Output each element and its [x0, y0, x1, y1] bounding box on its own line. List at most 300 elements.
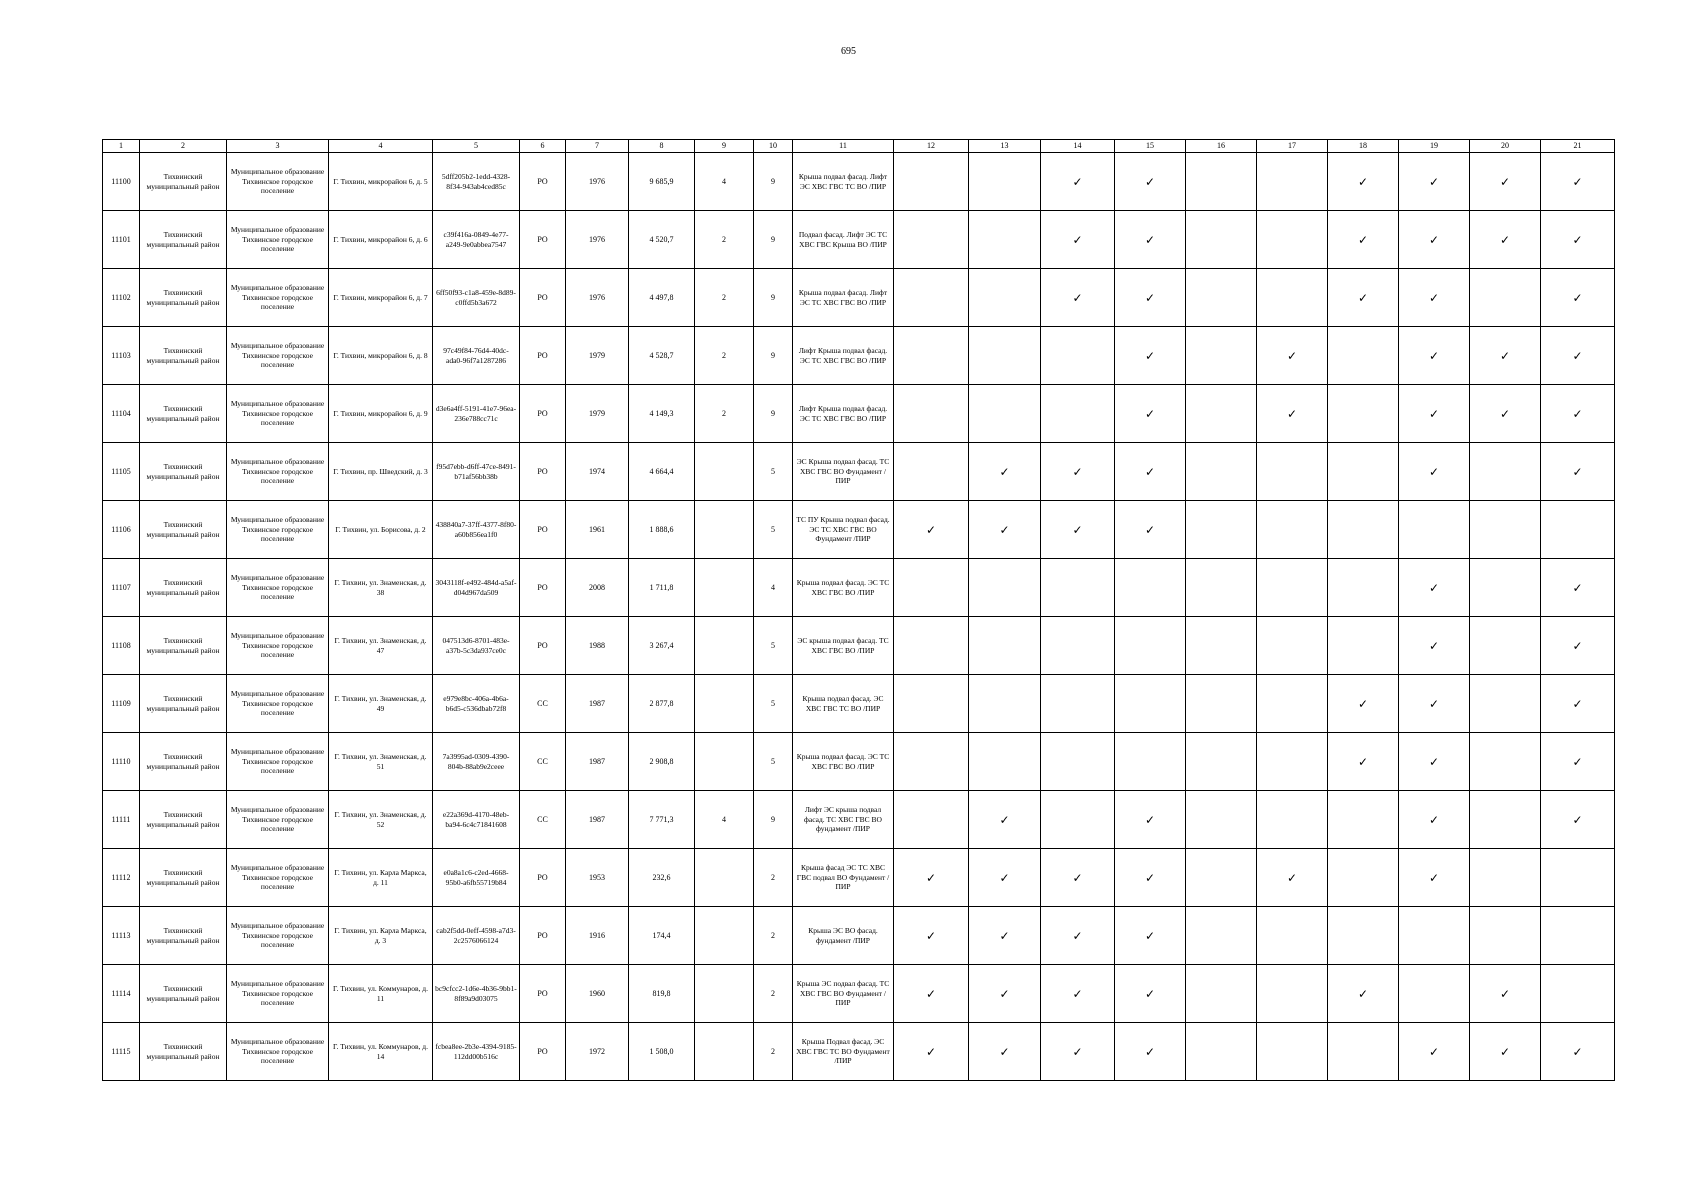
check-cell-col-16: [1186, 385, 1257, 443]
district-cell: Тихвинский муниципальный район: [140, 617, 227, 675]
check-cell-col-16: [1186, 791, 1257, 849]
column-number-8: 8: [629, 140, 695, 153]
year-cell: 1953: [566, 849, 629, 907]
year-cell: 1972: [566, 1023, 629, 1081]
entrances-cell: [695, 733, 754, 791]
column-number-row: [103, 140, 1615, 153]
check-cell-col-18: [1328, 1023, 1399, 1081]
fund-cell: РО: [520, 849, 566, 907]
address-cell: Г. Тихвин, пр. Шведский, д. 3: [329, 443, 433, 501]
check-cell-col-21: [1541, 907, 1615, 965]
guid-cell: 5dff205b2-1edd-4328-8f34-943ab4ced85c: [433, 153, 520, 211]
check-cell-col-19: ✓: [1399, 443, 1470, 501]
table-row: [103, 385, 1615, 443]
entrances-cell: 2: [695, 211, 754, 269]
table-row: [103, 211, 1615, 269]
check-cell-col-12: ✓: [894, 907, 969, 965]
district-cell: Тихвинский муниципальный район: [140, 675, 227, 733]
settlement-cell: Муниципальное образование Тихвинское городское поселение: [227, 327, 329, 385]
column-number-19: 19: [1399, 140, 1470, 153]
column-number-14: 14: [1041, 140, 1115, 153]
district-cell: Тихвинский муниципальный район: [140, 559, 227, 617]
year-cell: 1987: [566, 791, 629, 849]
column-number-20: 20: [1470, 140, 1541, 153]
check-cell-col-18: ✓: [1328, 153, 1399, 211]
fund-cell: РО: [520, 907, 566, 965]
row-number: 11109: [103, 675, 140, 733]
check-cell-col-14: ✓: [1041, 443, 1115, 501]
check-cell-col-13: [969, 269, 1041, 327]
table-row: [103, 153, 1615, 211]
area-cell: 4 664,4: [629, 443, 695, 501]
works-cell: Крыша ЭС ВО фасад. фундамент /ПИР: [793, 907, 894, 965]
year-cell: 1976: [566, 211, 629, 269]
check-cell-col-17: [1257, 1023, 1328, 1081]
row-number: 11111: [103, 791, 140, 849]
page-number: 695: [841, 46, 856, 57]
check-cell-col-13: [969, 211, 1041, 269]
check-cell-col-17: [1257, 617, 1328, 675]
check-cell-col-21: ✓: [1541, 559, 1615, 617]
guid-cell: c39f416a-0849-4e77-a249-9e0abbea7547: [433, 211, 520, 269]
entrances-cell: 2: [695, 269, 754, 327]
check-cell-col-13: [969, 733, 1041, 791]
fund-cell: РО: [520, 501, 566, 559]
check-cell-col-21: ✓: [1541, 443, 1615, 501]
check-cell-col-21: ✓: [1541, 617, 1615, 675]
fund-cell: РО: [520, 211, 566, 269]
check-cell-col-14: [1041, 559, 1115, 617]
floors-cell: 5: [754, 675, 793, 733]
check-cell-col-20: ✓: [1470, 1023, 1541, 1081]
district-cell: Тихвинский муниципальный район: [140, 733, 227, 791]
district-cell: Тихвинский муниципальный район: [140, 385, 227, 443]
check-cell-col-15: ✓: [1115, 269, 1186, 327]
check-cell-col-21: [1541, 849, 1615, 907]
column-number-12: 12: [894, 140, 969, 153]
settlement-cell: Муниципальное образование Тихвинское городское поселение: [227, 849, 329, 907]
floors-cell: 9: [754, 269, 793, 327]
check-cell-col-12: [894, 385, 969, 443]
settlement-cell: Муниципальное образование Тихвинское городское поселение: [227, 791, 329, 849]
guid-cell: cab2f5dd-0eff-4598-a7d3-2c2576066124: [433, 907, 520, 965]
check-cell-col-19: ✓: [1399, 733, 1470, 791]
guid-cell: 047513d6-8701-483e-a37b-5c3da937ce0c: [433, 617, 520, 675]
check-cell-col-18: [1328, 791, 1399, 849]
check-cell-col-19: ✓: [1399, 385, 1470, 443]
works-cell: Крыша подвал фасад. Лифт ЭС ХВС ГВС ТС ВО /ПИР: [793, 153, 894, 211]
fund-cell: РО: [520, 385, 566, 443]
check-cell-col-20: ✓: [1470, 153, 1541, 211]
works-cell: Лифт Крыша подвал фасад. ЭС ТС ХВС ГВС ВО /ПИР: [793, 327, 894, 385]
floors-cell: 2: [754, 849, 793, 907]
table-row: [103, 849, 1615, 907]
check-cell-col-15: ✓: [1115, 1023, 1186, 1081]
year-cell: 1987: [566, 733, 629, 791]
check-cell-col-20: [1470, 733, 1541, 791]
works-cell: Подвал фасад. Лифт ЭС ТС ХВС ГВС Крыша ВО /ПИР: [793, 211, 894, 269]
check-cell-col-21: ✓: [1541, 269, 1615, 327]
guid-cell: 3043118f-e492-484d-a5af-d04d967da509: [433, 559, 520, 617]
entrances-cell: 4: [695, 153, 754, 211]
entrances-cell: 4: [695, 791, 754, 849]
check-cell-col-17: ✓: [1257, 849, 1328, 907]
address-cell: Г. Тихвин, микрорайон 6, д. 7: [329, 269, 433, 327]
works-cell: ЭС Крыша подвал фасад. ТС ХВС ГВС ВО Фундамент /ПИР: [793, 443, 894, 501]
table-row: [103, 269, 1615, 327]
check-cell-col-14: ✓: [1041, 965, 1115, 1023]
district-cell: Тихвинский муниципальный район: [140, 965, 227, 1023]
area-cell: 174,4: [629, 907, 695, 965]
floors-cell: 5: [754, 443, 793, 501]
settlement-cell: Муниципальное образование Тихвинское городское поселение: [227, 153, 329, 211]
check-cell-col-13: [969, 617, 1041, 675]
area-cell: 9 685,9: [629, 153, 695, 211]
check-cell-col-20: [1470, 559, 1541, 617]
check-cell-col-19: ✓: [1399, 675, 1470, 733]
table-row: [103, 675, 1615, 733]
check-cell-col-21: ✓: [1541, 153, 1615, 211]
check-cell-col-17: [1257, 965, 1328, 1023]
check-cell-col-15: ✓: [1115, 211, 1186, 269]
check-cell-col-15: ✓: [1115, 907, 1186, 965]
address-cell: Г. Тихвин, ул. Знаменская, д. 38: [329, 559, 433, 617]
floors-cell: 2: [754, 907, 793, 965]
address-cell: Г. Тихвин, ул. Борисова, д. 2: [329, 501, 433, 559]
district-cell: Тихвинский муниципальный район: [140, 153, 227, 211]
fund-cell: СС: [520, 733, 566, 791]
check-cell-col-12: [894, 443, 969, 501]
check-cell-col-17: ✓: [1257, 385, 1328, 443]
column-number-7: 7: [566, 140, 629, 153]
works-cell: Крыша Подвал фасад. ЭС ХВС ГВС ТС ВО Фундамент /ПИР: [793, 1023, 894, 1081]
check-cell-col-20: ✓: [1470, 965, 1541, 1023]
address-cell: Г. Тихвин, ул. Знаменская, д. 47: [329, 617, 433, 675]
table-row: [103, 965, 1615, 1023]
check-cell-col-12: ✓: [894, 501, 969, 559]
column-number-5: 5: [433, 140, 520, 153]
check-cell-col-20: [1470, 849, 1541, 907]
check-cell-col-18: ✓: [1328, 675, 1399, 733]
check-cell-col-16: [1186, 153, 1257, 211]
check-cell-col-16: [1186, 617, 1257, 675]
district-cell: Тихвинский муниципальный район: [140, 501, 227, 559]
settlement-cell: Муниципальное образование Тихвинское городское поселение: [227, 1023, 329, 1081]
check-cell-col-12: [894, 327, 969, 385]
check-cell-col-18: [1328, 849, 1399, 907]
check-cell-col-18: ✓: [1328, 269, 1399, 327]
check-cell-col-14: [1041, 617, 1115, 675]
check-cell-col-16: [1186, 211, 1257, 269]
check-cell-col-12: [894, 153, 969, 211]
check-cell-col-13: [969, 385, 1041, 443]
area-cell: 4 149,3: [629, 385, 695, 443]
check-cell-col-14: [1041, 385, 1115, 443]
floors-cell: 9: [754, 211, 793, 269]
check-cell-col-19: [1399, 907, 1470, 965]
check-cell-col-13: ✓: [969, 501, 1041, 559]
check-cell-col-20: [1470, 617, 1541, 675]
column-number-21: 21: [1541, 140, 1615, 153]
check-cell-col-17: [1257, 733, 1328, 791]
area-cell: 819,8: [629, 965, 695, 1023]
entrances-cell: 2: [695, 327, 754, 385]
address-cell: Г. Тихвин, микрорайон 6, д. 8: [329, 327, 433, 385]
district-cell: Тихвинский муниципальный район: [140, 327, 227, 385]
check-cell-col-13: ✓: [969, 1023, 1041, 1081]
fund-cell: РО: [520, 327, 566, 385]
row-number: 11106: [103, 501, 140, 559]
check-cell-col-16: [1186, 443, 1257, 501]
guid-cell: f95d7ebb-d6ff-47ce-8491-b71af56bb38b: [433, 443, 520, 501]
check-cell-col-17: [1257, 153, 1328, 211]
year-cell: 1979: [566, 385, 629, 443]
check-cell-col-16: [1186, 907, 1257, 965]
entrances-cell: [695, 501, 754, 559]
check-cell-col-12: ✓: [894, 849, 969, 907]
settlement-cell: Муниципальное образование Тихвинское городское поселение: [227, 501, 329, 559]
check-cell-col-15: ✓: [1115, 443, 1186, 501]
area-cell: 2 877,8: [629, 675, 695, 733]
district-cell: Тихвинский муниципальный район: [140, 791, 227, 849]
area-cell: 3 267,4: [629, 617, 695, 675]
guid-cell: e0a8a1c6-c2ed-4668-95b0-a6fb55719b84: [433, 849, 520, 907]
check-cell-col-14: ✓: [1041, 849, 1115, 907]
year-cell: 1988: [566, 617, 629, 675]
guid-cell: e22a369d-4170-48eb-ba94-6c4c71841608: [433, 791, 520, 849]
check-cell-col-13: ✓: [969, 907, 1041, 965]
column-number-16: 16: [1186, 140, 1257, 153]
check-cell-col-15: ✓: [1115, 501, 1186, 559]
year-cell: 1961: [566, 501, 629, 559]
year-cell: 1916: [566, 907, 629, 965]
area-cell: 4 528,7: [629, 327, 695, 385]
check-cell-col-21: ✓: [1541, 327, 1615, 385]
column-number-4: 4: [329, 140, 433, 153]
year-cell: 1976: [566, 269, 629, 327]
address-cell: Г. Тихвин, микрорайон 6, д. 9: [329, 385, 433, 443]
row-number: 11104: [103, 385, 140, 443]
fund-cell: РО: [520, 965, 566, 1023]
address-cell: Г. Тихвин, микрорайон 6, д. 6: [329, 211, 433, 269]
check-cell-col-12: [894, 617, 969, 675]
check-cell-col-17: [1257, 791, 1328, 849]
area-cell: 1 711,8: [629, 559, 695, 617]
year-cell: 1976: [566, 153, 629, 211]
check-cell-col-17: [1257, 443, 1328, 501]
check-cell-col-12: ✓: [894, 965, 969, 1023]
entrances-cell: [695, 559, 754, 617]
check-cell-col-21: ✓: [1541, 211, 1615, 269]
check-cell-col-13: [969, 675, 1041, 733]
entrances-cell: [695, 849, 754, 907]
floors-cell: 5: [754, 733, 793, 791]
check-cell-col-21: [1541, 501, 1615, 559]
floors-cell: 9: [754, 153, 793, 211]
works-cell: Крыша подвал фасад. ЭС ТС ХВС ГВС ВО /ПИР: [793, 559, 894, 617]
check-cell-col-20: ✓: [1470, 385, 1541, 443]
table-row: [103, 559, 1615, 617]
check-cell-col-20: [1470, 443, 1541, 501]
address-cell: Г. Тихвин, ул. Карла Маркса, д. 3: [329, 907, 433, 965]
entrances-cell: [695, 907, 754, 965]
check-cell-col-18: [1328, 501, 1399, 559]
table-row: [103, 791, 1615, 849]
floors-cell: 9: [754, 385, 793, 443]
floors-cell: 5: [754, 617, 793, 675]
area-cell: 1 508,0: [629, 1023, 695, 1081]
check-cell-col-14: ✓: [1041, 269, 1115, 327]
fund-cell: РО: [520, 443, 566, 501]
guid-cell: e979e8bc-406a-4b6a-b6d5-c536dbab72f8: [433, 675, 520, 733]
guid-cell: fcbea8ee-2b3e-4394-9185-112dd00b516c: [433, 1023, 520, 1081]
check-cell-col-19: ✓: [1399, 153, 1470, 211]
table-row: [103, 327, 1615, 385]
check-cell-col-19: ✓: [1399, 1023, 1470, 1081]
column-number-15: 15: [1115, 140, 1186, 153]
check-cell-col-19: ✓: [1399, 327, 1470, 385]
fund-cell: РО: [520, 617, 566, 675]
table-row: [103, 733, 1615, 791]
check-cell-col-15: ✓: [1115, 327, 1186, 385]
check-cell-col-12: [894, 791, 969, 849]
table-row: [103, 1023, 1615, 1081]
fund-cell: СС: [520, 791, 566, 849]
register-table: [102, 139, 1615, 1081]
settlement-cell: Муниципальное образование Тихвинское городское поселение: [227, 733, 329, 791]
check-cell-col-21: ✓: [1541, 675, 1615, 733]
settlement-cell: Муниципальное образование Тихвинское городское поселение: [227, 211, 329, 269]
works-cell: Крыша ЭС подвал фасад. ТС ХВС ГВС ВО Фундамент /ПИР: [793, 965, 894, 1023]
guid-cell: 438840a7-37ff-4377-8f80-a60b856ea1f0: [433, 501, 520, 559]
row-number: 11113: [103, 907, 140, 965]
column-number-9: 9: [695, 140, 754, 153]
check-cell-col-17: ✓: [1257, 327, 1328, 385]
check-cell-col-18: [1328, 617, 1399, 675]
check-cell-col-13: ✓: [969, 849, 1041, 907]
column-number-2: 2: [140, 140, 227, 153]
check-cell-col-20: [1470, 907, 1541, 965]
settlement-cell: Муниципальное образование Тихвинское городское поселение: [227, 443, 329, 501]
row-number: 11102: [103, 269, 140, 327]
check-cell-col-19: [1399, 965, 1470, 1023]
address-cell: Г. Тихвин, ул. Знаменская, д. 51: [329, 733, 433, 791]
check-cell-col-18: [1328, 327, 1399, 385]
guid-cell: bc9cfcc2-1d6e-4b36-9bb1-8f89a9d03075: [433, 965, 520, 1023]
settlement-cell: Муниципальное образование Тихвинское городское поселение: [227, 385, 329, 443]
check-cell-col-16: [1186, 965, 1257, 1023]
district-cell: Тихвинский муниципальный район: [140, 443, 227, 501]
year-cell: 1987: [566, 675, 629, 733]
check-cell-col-14: [1041, 733, 1115, 791]
column-number-3: 3: [227, 140, 329, 153]
check-cell-col-14: ✓: [1041, 211, 1115, 269]
check-cell-col-18: [1328, 443, 1399, 501]
settlement-cell: Муниципальное образование Тихвинское городское поселение: [227, 617, 329, 675]
area-cell: 232,6: [629, 849, 695, 907]
floors-cell: 9: [754, 327, 793, 385]
check-cell-col-19: ✓: [1399, 617, 1470, 675]
row-number: 11108: [103, 617, 140, 675]
check-cell-col-13: ✓: [969, 443, 1041, 501]
entrances-cell: [695, 1023, 754, 1081]
area-cell: 1 888,6: [629, 501, 695, 559]
check-cell-col-16: [1186, 675, 1257, 733]
check-cell-col-15: [1115, 675, 1186, 733]
works-cell: Крыша подвал фасад. ЭС ХВС ГВС ТС ВО /ПИР: [793, 675, 894, 733]
floors-cell: 4: [754, 559, 793, 617]
entrances-cell: 2: [695, 385, 754, 443]
district-cell: Тихвинский муниципальный район: [140, 269, 227, 327]
check-cell-col-16: [1186, 1023, 1257, 1081]
address-cell: Г. Тихвин, ул. Знаменская, д. 49: [329, 675, 433, 733]
row-number: 11114: [103, 965, 140, 1023]
check-cell-col-12: [894, 733, 969, 791]
row-number: 11115: [103, 1023, 140, 1081]
check-cell-col-18: [1328, 385, 1399, 443]
check-cell-col-17: [1257, 501, 1328, 559]
check-cell-col-18: [1328, 559, 1399, 617]
area-cell: 4 497,8: [629, 269, 695, 327]
register-body: [103, 140, 1615, 1081]
check-cell-col-19: ✓: [1399, 791, 1470, 849]
check-cell-col-17: [1257, 907, 1328, 965]
settlement-cell: Муниципальное образование Тихвинское городское поселение: [227, 269, 329, 327]
check-cell-col-15: ✓: [1115, 385, 1186, 443]
check-cell-col-21: ✓: [1541, 1023, 1615, 1081]
check-cell-col-16: [1186, 849, 1257, 907]
check-cell-col-13: [969, 327, 1041, 385]
year-cell: 1979: [566, 327, 629, 385]
check-cell-col-16: [1186, 269, 1257, 327]
check-cell-col-15: ✓: [1115, 153, 1186, 211]
settlement-cell: Муниципальное образование Тихвинское городское поселение: [227, 675, 329, 733]
settlement-cell: Муниципальное образование Тихвинское городское поселение: [227, 559, 329, 617]
check-cell-col-19: ✓: [1399, 849, 1470, 907]
entrances-cell: [695, 675, 754, 733]
check-cell-col-12: [894, 559, 969, 617]
check-cell-col-15: [1115, 559, 1186, 617]
row-number: 11100: [103, 153, 140, 211]
check-cell-col-21: ✓: [1541, 791, 1615, 849]
check-cell-col-18: ✓: [1328, 733, 1399, 791]
check-cell-col-20: [1470, 675, 1541, 733]
check-cell-col-21: [1541, 965, 1615, 1023]
address-cell: Г. Тихвин, ул. Карла Маркса, д. 11: [329, 849, 433, 907]
column-number-13: 13: [969, 140, 1041, 153]
check-cell-col-12: [894, 269, 969, 327]
check-cell-col-20: [1470, 501, 1541, 559]
area-cell: 4 520,7: [629, 211, 695, 269]
column-number-1: 1: [103, 140, 140, 153]
works-cell: Крыша фасад ЭС ТС ХВС ГВС подвал ВО Фундамент /ПИР: [793, 849, 894, 907]
column-number-10: 10: [754, 140, 793, 153]
check-cell-col-20: [1470, 791, 1541, 849]
column-number-17: 17: [1257, 140, 1328, 153]
check-cell-col-19: ✓: [1399, 269, 1470, 327]
check-cell-col-14: [1041, 791, 1115, 849]
column-number-6: 6: [520, 140, 566, 153]
guid-cell: d3e6a4ff-5191-41e7-96ea-236e788cc71c: [433, 385, 520, 443]
fund-cell: РО: [520, 153, 566, 211]
table-row: [103, 907, 1615, 965]
check-cell-col-14: ✓: [1041, 907, 1115, 965]
guid-cell: 97c49f84-76d4-40dc-ada0-96f7a1287286: [433, 327, 520, 385]
check-cell-col-13: [969, 153, 1041, 211]
district-cell: Тихвинский муниципальный район: [140, 1023, 227, 1081]
check-cell-col-14: [1041, 327, 1115, 385]
works-cell: ТС ПУ Крыша подвал фасад. ЭС ТС ХВС ГВС ВО Фундамент /ПИР: [793, 501, 894, 559]
